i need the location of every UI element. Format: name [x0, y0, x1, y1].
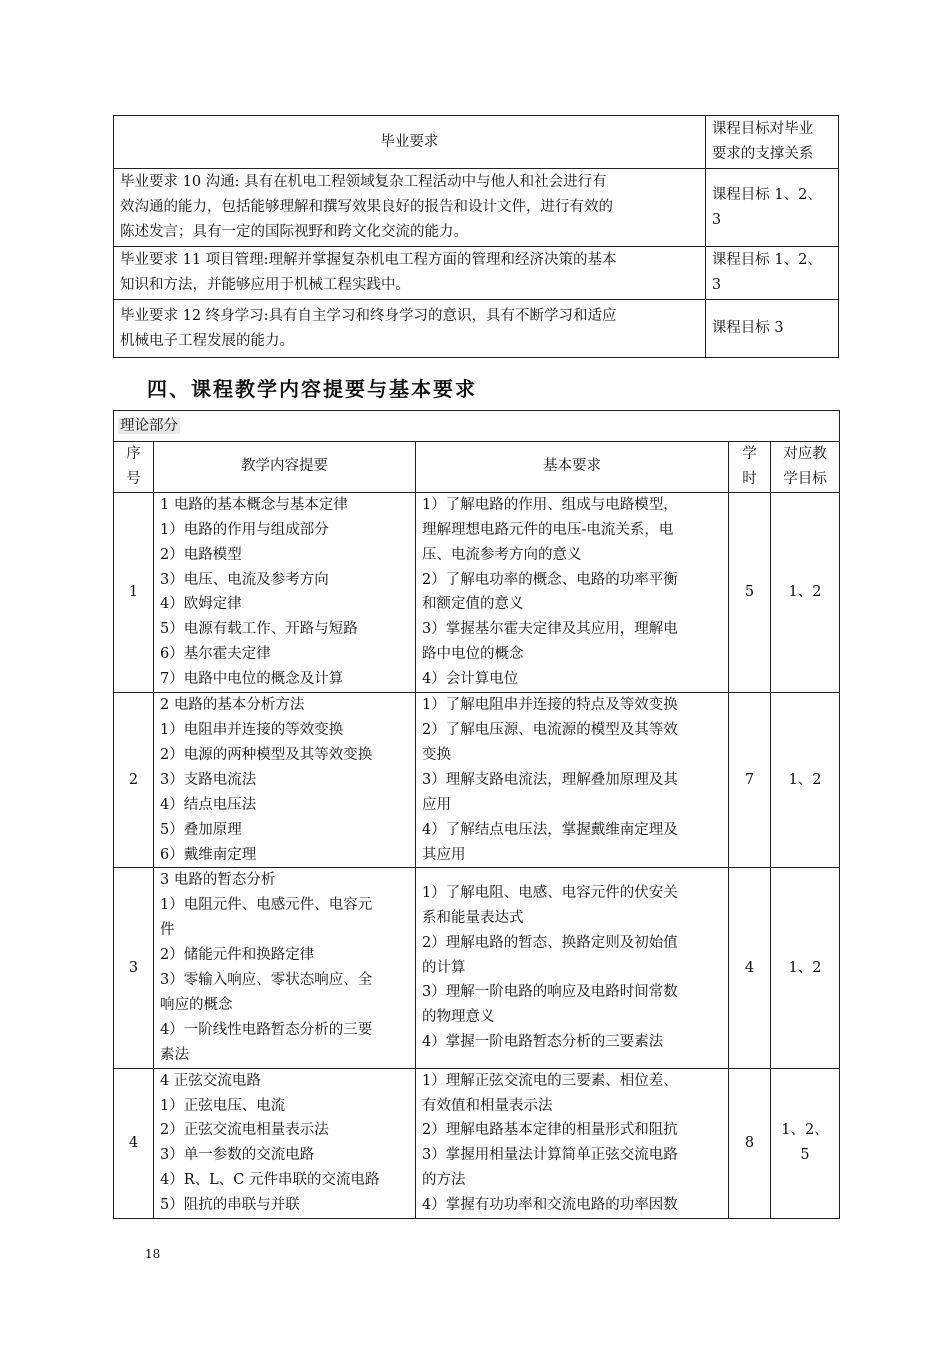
row-content: [154, 492, 416, 692]
content-line: 素法: [160, 1046, 189, 1063]
row-hours: 4: [729, 868, 771, 1068]
header-seq-line: 序: [126, 446, 141, 462]
header-hours-line: 学: [742, 446, 757, 462]
graduation-requirements-table: [113, 115, 839, 358]
row-seq: 1: [114, 492, 154, 692]
header-seq-line: 号: [126, 470, 141, 487]
content-line: 1）电路的作用与组成部分: [160, 521, 329, 538]
part-label: 理论部分: [120, 418, 178, 434]
header-support-line: 要求的支撑关系: [711, 146, 814, 162]
support-line: 课程目标 1、2、: [711, 186, 822, 203]
header-goals-line: 学目标: [783, 470, 827, 487]
row-requirements: [416, 1068, 729, 1218]
support-line: 3: [711, 277, 722, 293]
requirement-line: 1）理解正弦交流电的三要素、相位差、: [422, 1072, 678, 1089]
header-requirement: 毕业要求: [114, 116, 706, 169]
content-line: 2）电源的两种模型及其等效变换: [160, 746, 373, 763]
requirement-line: 2）理解电路的暂态、换路定则及初始值: [422, 934, 678, 951]
requirement-line: 3）掌握用相量法计算简单正弦交流电路: [422, 1147, 678, 1164]
support-line: 课程目标 3: [711, 320, 784, 336]
row-hours: 8: [729, 1068, 771, 1218]
content-header-row: [114, 442, 840, 493]
row-seq: 3: [114, 868, 154, 1068]
requirement-line: 毕业要求 10 沟通: 具有在机电工程领域复杂工程活动中与他人和社会进行有: [120, 174, 607, 190]
content-line: 2 电路的基本分析方法: [160, 697, 305, 714]
header-content: 教学内容提要: [154, 442, 416, 493]
requirement-line: 机械电子工程发展的能力。: [120, 333, 294, 349]
content-line: 1）电阻元件、电感元件、电容元: [160, 897, 373, 914]
requirement-row: [114, 247, 839, 300]
support-line: 课程目标 1、2、: [711, 252, 822, 268]
requirement-line: 效沟通的能力，包括能够理解和撰写效果良好的报告和设计文件，进行有效的: [120, 199, 613, 215]
content-line: 1 电路的基本概念与基本定律: [160, 496, 348, 513]
content-row: [114, 1068, 840, 1218]
row-hours: 5: [729, 492, 771, 692]
row-hours: 7: [729, 693, 771, 868]
content-line: 2）正弦交流电相量表示法: [160, 1122, 329, 1139]
part-label-cell: [114, 411, 840, 442]
requirement-line: 有效值和相量表示法: [422, 1097, 553, 1114]
content-line: 5）电源有载工作、开路与短路: [160, 621, 358, 638]
row-requirements: [416, 868, 729, 1068]
requirement-line: 4）掌握有功功率和交流电路的功率因数: [422, 1197, 678, 1214]
content-line: 2）储能元件和换路定律: [160, 947, 315, 964]
row-goals: 1、2: [771, 868, 840, 1068]
content-line: 4）欧姆定律: [160, 596, 242, 613]
content-line: 1）正弦电压、电流: [160, 1097, 286, 1114]
content-line: 6）基尔霍夫定律: [160, 646, 271, 663]
row-goals: 1、2、5: [771, 1068, 840, 1218]
requirement-text: [114, 247, 706, 300]
content-line: 3）电压、电流及参考方向: [160, 571, 329, 588]
content-row: [114, 693, 840, 868]
requirement-line: 3）理解一阶电路的响应及电路时间常数: [422, 984, 678, 1001]
header-requirements: 基本要求: [416, 442, 729, 493]
requirement-line: 知识和方法，并能够应用于机械工程实践中。: [120, 277, 410, 293]
row-content: [154, 868, 416, 1068]
content-line: 5）叠加原理: [160, 821, 242, 838]
requirement-line: 的计算: [422, 959, 466, 976]
requirement-line: 3）掌握基尔霍夫定律及其应用，理解电: [422, 621, 678, 638]
requirement-line: 2）了解电功率的概念、电路的功率平衡: [422, 571, 678, 588]
content-line: 4）R、L、C 元件串联的交流电路: [160, 1172, 380, 1189]
content-line: 6）戴维南定理: [160, 846, 257, 863]
content-row: [114, 492, 840, 692]
header-hours: [729, 442, 771, 493]
content-line: 件: [160, 922, 175, 939]
support-text: [705, 169, 838, 247]
header-support: [705, 116, 838, 169]
requirement-row: [114, 300, 839, 358]
requirement-line: 系和能量表达式: [422, 909, 524, 926]
requirement-line: 理解理想电路元件的电压-电流关系，电: [422, 521, 674, 538]
teaching-content-table: [113, 410, 840, 1219]
content-row: [114, 868, 840, 1068]
requirement-text: [114, 300, 706, 358]
content-line: 1）电阻串并连接的等效变换: [160, 721, 344, 738]
requirement-line: 1）了解电路的作用、组成与电路模型，: [422, 496, 678, 513]
requirement-line: 的方法: [422, 1172, 466, 1189]
requirement-row: [114, 169, 839, 247]
requirement-line: 2）理解电路基本定律的相量形式和阻抗: [422, 1122, 678, 1139]
requirement-line: 毕业要求 11 项目管理:理解并掌握复杂机电工程方面的管理和经济决策的基本: [120, 252, 617, 268]
requirement-line: 4）掌握一阶电路暂态分析的三要素法: [422, 1034, 664, 1051]
content-line: 3）单一参数的交流电路: [160, 1147, 315, 1164]
section-title: 四、课程教学内容提要与基本要求: [147, 377, 477, 401]
header-support-line: 课程目标对毕业: [711, 121, 814, 137]
requirement-line: 变换: [422, 746, 451, 763]
requirement-line: 路中电位的概念: [422, 646, 524, 663]
requirement-line: 3）理解支路电流法，理解叠加原理及其: [422, 771, 678, 788]
requirement-line: 压、电流参考方向的意义: [422, 546, 582, 563]
content-line: 4）一阶线性电路暂态分析的三要: [160, 1021, 373, 1038]
content-line: 2）电路模型: [160, 546, 242, 563]
requirement-line: 4）会计算电位: [422, 671, 519, 688]
row-requirements: [416, 693, 729, 868]
header-seq: [114, 442, 154, 493]
requirement-line: 2）了解电压源、电流源的模型及其等效: [422, 721, 678, 738]
support-line: 3: [711, 211, 722, 228]
support-text: [705, 300, 838, 358]
content-line: 4 正弦交流电路: [160, 1072, 261, 1089]
requirement-line: 和额定值的意义: [422, 596, 524, 613]
requirement-line: 的物理意义: [422, 1009, 495, 1026]
row-goals: 1、2: [771, 693, 840, 868]
requirements-header-row: [114, 116, 839, 169]
row-requirements: [416, 492, 729, 692]
requirement-line: 1）了解电阻、电感、电容元件的伏安关: [422, 884, 678, 901]
row-content: [154, 1068, 416, 1218]
requirement-line: 4）了解结点电压法，掌握戴维南定理及: [422, 821, 678, 838]
support-text: [705, 247, 838, 300]
content-line: 3 电路的暂态分析: [160, 872, 276, 889]
row-seq: 4: [114, 1068, 154, 1218]
header-goals: [771, 442, 840, 493]
requirement-line: 其应用: [422, 846, 466, 863]
row-goals: 1、2: [771, 492, 840, 692]
content-line: 7）电路中电位的概念及计算: [160, 671, 344, 688]
requirement-line: 陈述发言；具有一定的国际视野和跨文化交流的能力。: [120, 224, 468, 240]
header-hours-line: 时: [742, 470, 757, 487]
row-content: [154, 693, 416, 868]
requirement-line: 应用: [422, 796, 451, 813]
page-number: 18: [145, 1247, 161, 1261]
content-line: 响应的概念: [160, 996, 233, 1013]
content-line: 4）结点电压法: [160, 796, 257, 813]
content-line: 3）支路电流法: [160, 771, 257, 788]
content-line: 3）零输入响应、零状态响应、全: [160, 972, 373, 989]
content-line: 5）阻抗的串联与并联: [160, 1197, 300, 1214]
requirement-line: 1）了解电阻串并连接的特点及等效变换: [422, 697, 678, 714]
requirement-text: [114, 169, 706, 247]
requirement-line: 毕业要求 12 终身学习:具有自主学习和终身学习的意识，具有不断学习和适应: [120, 308, 617, 324]
row-seq: 2: [114, 693, 154, 868]
header-goals-line: 对应教: [783, 446, 827, 462]
part-label-row: [114, 411, 840, 442]
